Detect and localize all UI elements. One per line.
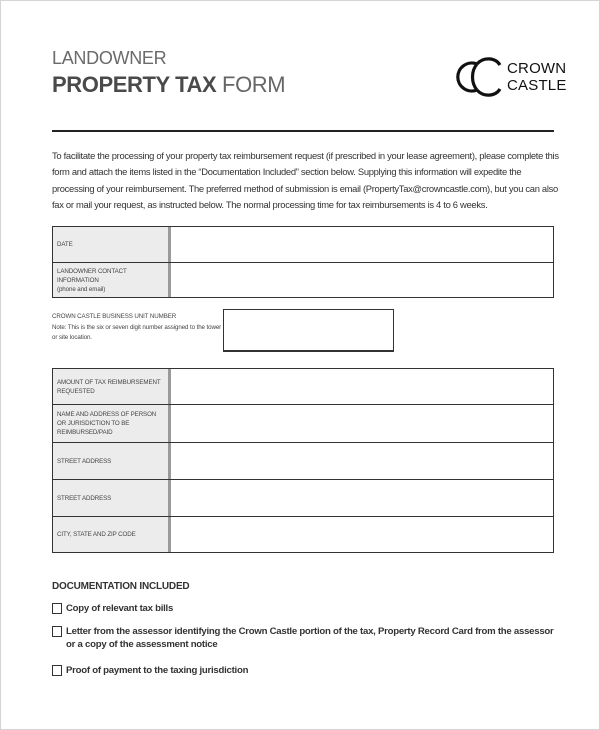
proof-of-payment-checkbox[interactable] bbox=[52, 665, 62, 676]
city-state-zip-label bbox=[53, 517, 171, 552]
street-address-1-field[interactable] bbox=[171, 443, 553, 479]
street-address-2-field[interactable] bbox=[171, 480, 553, 516]
table-row-street-address-1 bbox=[53, 442, 553, 479]
table-row-date bbox=[53, 227, 553, 262]
tax-bills-label: Copy of relevant tax bills bbox=[66, 603, 174, 614]
date-field[interactable] bbox=[171, 227, 553, 262]
city-state-zip-field[interactable] bbox=[171, 517, 553, 552]
payee-label-text: NAME AND ADDRESS OF PERSON OR JURISDICTION TO BE REIMBURSED/PAID bbox=[57, 411, 157, 436]
doc-item-proof-of-payment bbox=[52, 664, 556, 677]
form-title-bold: PROPERTY TAX bbox=[52, 72, 217, 97]
form-title bbox=[52, 72, 285, 98]
logo-line-2: CASTLE bbox=[507, 77, 567, 94]
street-address-2-label-text: STREET ADDRESS bbox=[57, 494, 112, 502]
date-label bbox=[53, 227, 171, 262]
amount-field[interactable] bbox=[171, 369, 553, 404]
documentation-title: DOCUMENTATION INCLUDED bbox=[52, 581, 190, 592]
payee-label bbox=[53, 405, 171, 442]
street-address-1-label-text: STREET ADDRESS bbox=[57, 457, 112, 465]
logo-line-1: CROWN bbox=[507, 60, 567, 77]
assessor-letter-checkbox[interactable] bbox=[52, 626, 62, 637]
intro-paragraph: To facilitate the processing of your property tax reimbursement request (if prescribed in your lease agreement), please complete this form and attach the items listed in the “Documentation Included” section below. Supplying this information will expedite the processing of your reimbursement. The preferred method of submission is email (PropertyTax@crowncastle.com), but you can also fax or mail your request, as instructed below. The normal processing time for tax reimbursements is 4 to 6 weeks. bbox=[52, 150, 559, 210]
table-row-landowner-contact bbox=[53, 262, 553, 297]
assessor-letter-label: Letter from the assessor identifying the Crown Castle portion of the tax, Property Record Card from the assessor or a copy of the assessment notice bbox=[66, 626, 554, 650]
table-row-street-address-2 bbox=[53, 479, 553, 516]
crown-castle-logo bbox=[455, 55, 567, 99]
table-row-amount bbox=[53, 369, 553, 404]
business-unit-field[interactable] bbox=[223, 309, 394, 352]
amount-label-text: AMOUNT OF TAX REIMBURSEMENT REQUESTED bbox=[57, 378, 161, 395]
logo-wordmark bbox=[507, 60, 567, 94]
business-unit-label-text: CROWN CASTLE BUSINESS UNIT NUMBER bbox=[52, 313, 177, 320]
business-unit-note: Note: This is the six or seven digit number assigned to the tower or site location. bbox=[52, 323, 222, 341]
street-address-2-label bbox=[53, 480, 171, 516]
landowner-contact-label-text: LANDOWNER CONTACT INFORMATION bbox=[57, 267, 127, 284]
city-state-zip-label-text: CITY, STATE AND ZIP CODE bbox=[57, 531, 136, 538]
landowner-contact-sublabel: (phone and email) bbox=[57, 285, 106, 293]
header-divider bbox=[52, 130, 554, 132]
form-title-light: FORM bbox=[216, 72, 286, 97]
business-unit-label bbox=[52, 312, 222, 344]
payee-field[interactable] bbox=[171, 405, 553, 442]
contact-table bbox=[52, 226, 554, 298]
street-address-1-label bbox=[53, 443, 171, 479]
form-subtitle: LANDOWNER bbox=[52, 48, 167, 68]
table-row-payee bbox=[53, 404, 553, 442]
landowner-contact-label bbox=[53, 263, 171, 297]
amount-label bbox=[53, 369, 171, 404]
doc-item-tax-bills bbox=[52, 602, 556, 615]
date-label-text: DATE bbox=[57, 241, 73, 248]
proof-of-payment-label: Proof of payment to the taxing jurisdiction bbox=[66, 665, 249, 676]
table-row-city-state-zip bbox=[53, 516, 553, 552]
reimbursement-table bbox=[52, 368, 554, 553]
landowner-contact-field[interactable] bbox=[171, 263, 553, 297]
cc-monogram-icon bbox=[455, 55, 503, 99]
tax-bills-checkbox[interactable] bbox=[52, 603, 62, 614]
doc-item-assessor-letter bbox=[52, 625, 556, 651]
